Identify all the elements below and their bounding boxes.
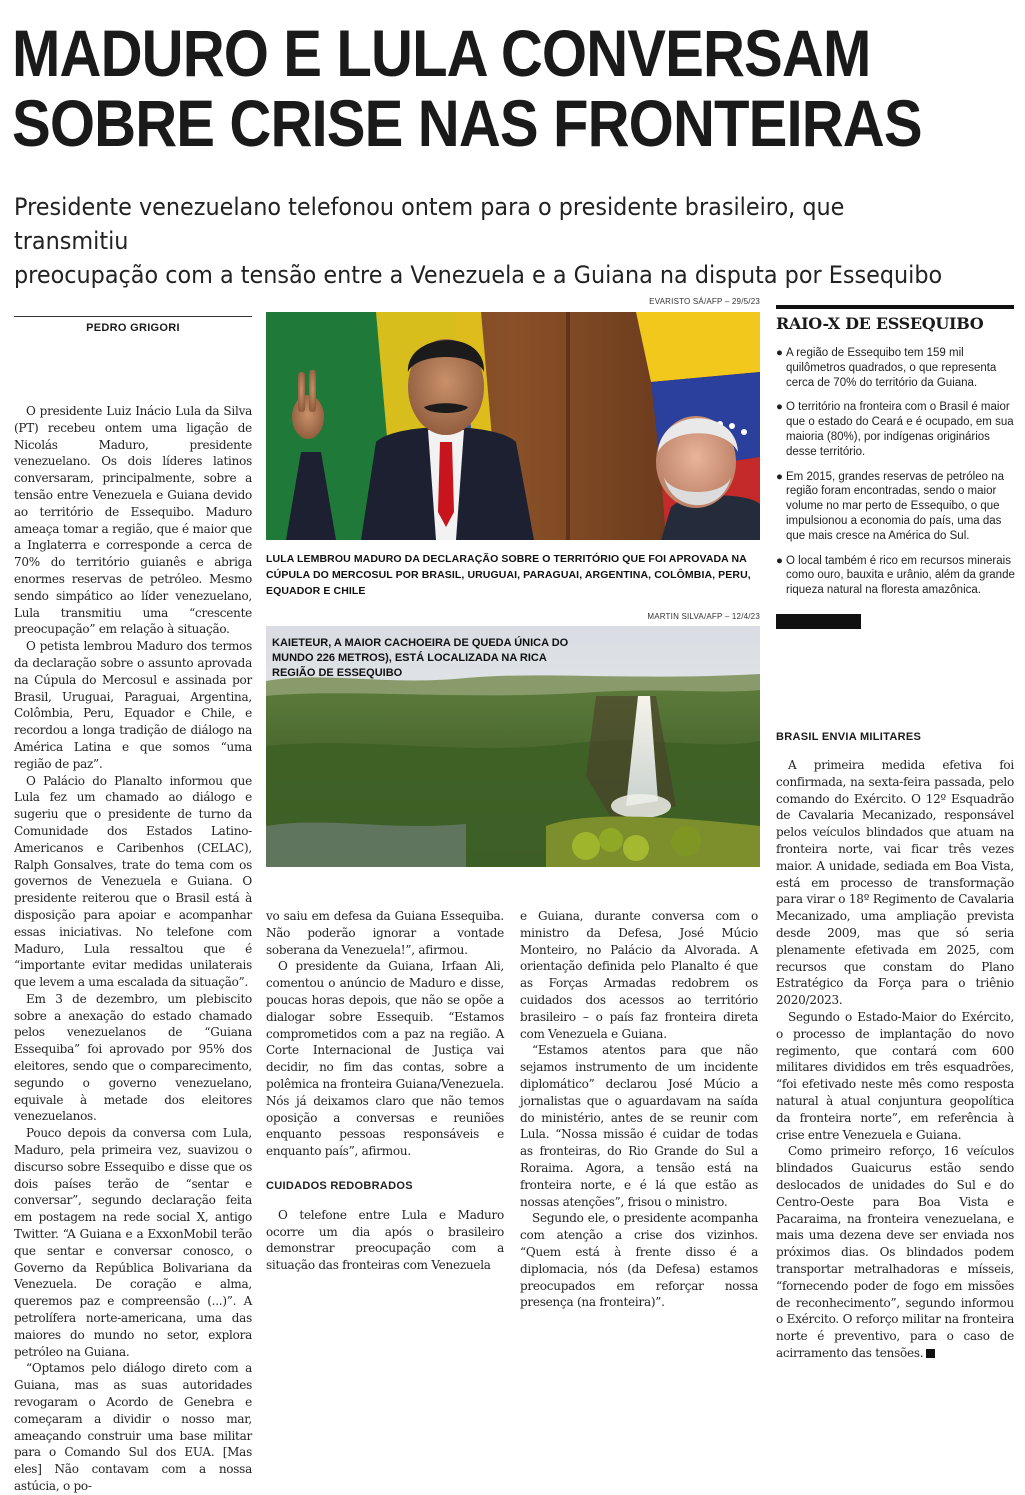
photo-1-caption: LULA LEMBROU MADURO DA DECLARAÇÃO SOBRE O TERRITÓRIO QUE FOI APROVADA NA CÚPULA DO MERCOSUL POR BRASIL, URUGUAI, PARAGUAI, ARGENTINA, COLÔMBIA, PERU, EQUADOR E CHILE — [266, 553, 751, 597]
sidebar-title: RAIO-X DE ESSEQUIBO — [776, 314, 984, 333]
end-of-article-mark — [926, 1349, 935, 1358]
paragraph: Pouco depois da conversa com Lula, Maduro, pela primeira vez, suavizou o discurso sobre Essequibo e disse que os dois países terão de “sentar e conversar”, segundo declaração feita em postagem na rede social X, antigo Twitter. “A Guiana e a ExxonMobil terão que sentar e conversar conosco, o Governo da República Bolivariana da Venezuela. De coração e alma, queremos paz e compreensão (...)”. A petrolífera norte-americana, uma das maiores do mundo no setor, explora petróleo na Guiana. — [14, 1126, 252, 1359]
paragraph: O Palácio do Planalto informou que Lula fez um chamado ao diálogo e sugeriu que o presidente de turno da Comunidade dos Estados Latino-Americanos e Caribenhos (CELAC), Ralph Gonsalves, trate do tema com os governos de Venezuela e Guiana. O presidente reiterou que o Brasil está à disposição para apoiar e acompanhar essas iniciativas. No telefone com Maduro, Lula ressaltou que é “importante evitar medidas unilaterais que levem a uma escalada da situação”. — [14, 773, 252, 990]
photo-maduro-lula-image — [266, 312, 760, 540]
section-heading-militares: BRASIL ENVIA MILITARES — [776, 731, 922, 743]
paragraph: e Guiana, durante conversa com o ministro da Defesa, José Múcio Monteiro, no Palácio da Alvorada. A orientação definida pelo Planalto é que as Forças Armadas redobrem os cuidados dos acessos ao território brasileiro – o país faz fronteira direta com Venezuela e Guiana. — [520, 909, 758, 1041]
bullet-icon: ● — [776, 347, 783, 359]
byline-divider — [14, 316, 252, 317]
paragraph: vo saiu em defesa da Guiana Essequiba. Não poderão ignorar a vontade soberana da Venezuela!”, afirmou. — [266, 909, 504, 957]
section-heading-cuidados: CUIDADOS REDOBRADOS — [266, 1179, 413, 1192]
paragraph: Em 3 de dezembro, um plebiscito sobre a anexação do estado chamado pelos venezuelanos de “Guiana Essequiba” foi aprovado por 95% dos eleitores, sendo que o comparecimento, segundo o governo venezuelano, equivale à metade dos eleitores venezuelanos. — [14, 991, 252, 1124]
subheadline — [14, 190, 944, 292]
bullet-icon: ● — [776, 401, 783, 414]
fact-item: ● Em 2015, grandes reservas de petróleo na região foram encontradas, sendo o maior volume no mar perto de Essequibo, o que impulsionou a economia do país, uma das que mais cresce na América do Sul. — [776, 470, 1004, 542]
photo-2-credit: MARTIN SILVA/AFP – 12/4/23 — [647, 612, 760, 621]
subheadline-line-1: Presidente venezuelano telefonou ontem para o presidente brasileiro, que transmitiu — [14, 193, 845, 255]
headline-line-2: SOBRE CRISE NAS FRONTEIRAS — [12, 86, 922, 160]
article-column-4 — [776, 757, 1014, 1360]
paragraph: “Optamos pelo diálogo direto com a Guiana, mas as suas autoridades revogaram o Acordo de Genebra e começaram a dividir o nosso mar, ameaçando construir uma base militar para o Comando Sul dos EUA. [Mas eles] Não contavam com a nossa astúcia, o po- — [14, 1361, 252, 1493]
photo-maduro-lula — [266, 312, 760, 540]
bullet-icon: ● — [776, 470, 783, 483]
sidebar-divider — [776, 305, 1014, 309]
paragraph: Segundo o Estado-Maior do Exército, o processo de implantação do novo regimento, que contará com 600 militares divididos em três esquadrões, “foi efetivado neste mês como resposta natural à atual conjuntura geopolítica da fronteira norte”, em referência à crise entre Venezuela e Guiana. — [776, 1009, 1014, 1142]
article-column-3 — [520, 908, 758, 1310]
fact-item: ● O local também é rico em recursos minerais como ouro, bauxita e urânio, além da grande riqueza natural na floresta amazônica. — [776, 554, 1015, 597]
fact-item: ● O território na fronteira com o Brasil é maior que o estado do Ceará e é ocupado, em sua maioria (80%), por indígenas originários desse território. — [776, 401, 1014, 458]
paragraph: “Estamos atentos para que não sejamos instrumento de um incidente diplomático” declarou José Múcio a jornalistas que o aguardavam na saída do ministério, antes de se reunir com Lula. “Nossa missão é cuidar de todas as fronteiras, do Rio Grande do Sul a Roraima. Agora, a tensão está na fronteira norte, e é lá que estão as nossas atenções”, frisou o ministro. — [520, 1043, 758, 1209]
headline — [12, 16, 922, 160]
fact-list — [776, 346, 1016, 608]
photo-kaieteur — [266, 626, 760, 867]
paragraph: Segundo ele, o presidente acompanha com atenção a crise dos vizinhos. “Quem está à frente disso é a diplomacia, nós (da Defesa) estamos preocupados em reforçar nossa presença (na fronteira)”. — [520, 1211, 758, 1310]
paragraph: O telefone entre Lula e Maduro ocorre um dia após o brasileiro demonstrar preocupação com a situação das fronteiras com Venezuela — [266, 1207, 504, 1273]
photo-1-credit: EVARISTO SÁ/AFP – 29/5/23 — [649, 297, 760, 306]
article-column-2 — [266, 908, 504, 1273]
subheadline-line-2: preocupação com a tensão entre a Venezuela e a Guiana na disputa por Essequibo — [14, 261, 943, 289]
fact-item: ● A região de Essequibo tem 159 mil quilômetros quadrados, o que representa cerca de 70% do território da Guiana. — [776, 347, 997, 389]
headline-line-1: MADURO E LULA CONVERSAM — [12, 16, 871, 90]
paragraph: Como primeiro reforço, 16 veículos blindados Guaicurus estão sendo deslocados de unidades do Sul e do Centro-Oeste para Boa Vista e Pacaraima, na fronteira venezuelana, e mais uma dezena deve ser enviada nos próximos dias. Os blindados podem transportar metralhadoras e mísseis, “fornecendo poder de fogo em missões de reconhecimento”, segundo informou o Exército. O reforço militar na fronteira norte é preventivo, para o caso de acirramento das tensões. — [776, 1144, 1014, 1360]
paragraph: O presidente Luiz Inácio Lula da Silva (PT) recebeu ontem uma ligação de Nicolás Maduro, presidente venezuelano. Os dois líderes latinos conversaram, principalmente, sobre a tensão entre Venezuela e Guiana devido ao território de Essequibo. Maduro ameaça tomar a região, que é maior que a Inglaterra e corresponde a cerca de 70% do território guianês e abriga enormes reservas de petróleo. Mesmo sendo simpático ao líder venezuelano, Lula transmitiu uma “crescente preocupação” em relação à situação. — [14, 404, 252, 637]
sidebar-end-bar — [776, 614, 861, 629]
paragraph: A primeira medida efetiva foi confirmada, na sexta-feira passada, pelo comando do Exército. O 12º Esquadrão de Cavalaria Mecanizado, responsável pelos veículos blindados que atuam na fronteira norte, vai ficar três vezes maior. A unidade, sediada em Boa Vista, está em processo de transformação para virar o 18º Regimento de Cavalaria Mecanizado, uma ampliação prevista desde 2009, mas que só seria plenamente efetivada em 2025, com recursos que constam do Plano Estratégico da Força para o triênio 2020/2023. — [776, 758, 1014, 1008]
paragraph: O presidente da Guiana, Irfaan Ali, comentou o anúncio de Maduro e disse, poucas horas depois, que não se opõe a dialogar sobre Essequib. “Estamos comprometidos com a paz na região. A Corte Internacional de Justiça vai decidir, no fim das contas, sobre a polêmica na fronteira Guiana/Venezuela. Nós já deixamos claro que não temos oposição a conversas e reuniões enquanto pessoas responsáveis e enquanto país”, afirmou. — [266, 959, 504, 1159]
byline: PEDRO GRIGORI — [86, 322, 180, 334]
article-column-1 — [14, 403, 252, 1493]
photo-2-caption: KAIETEUR, A MAIOR CACHOEIRA DE QUEDA ÚNICA DO MUNDO 226 METROS), ESTÁ LOCALIZADA NA RICA REGIÃO DE ESSEQUIBO — [272, 637, 569, 679]
bullet-icon: ● — [776, 554, 783, 567]
paragraph: O petista lembrou Maduro dos termos da declaração sobre o assunto aprovada na Cúpula do Mercosul e assinada por Brasil, Uruguai, Paraguai, Argentina, Colômbia, Peru, Equador e Chile, e recordou a longa tradição de diálogo na América Latina e que somos “uma região de paz”. — [14, 639, 252, 771]
